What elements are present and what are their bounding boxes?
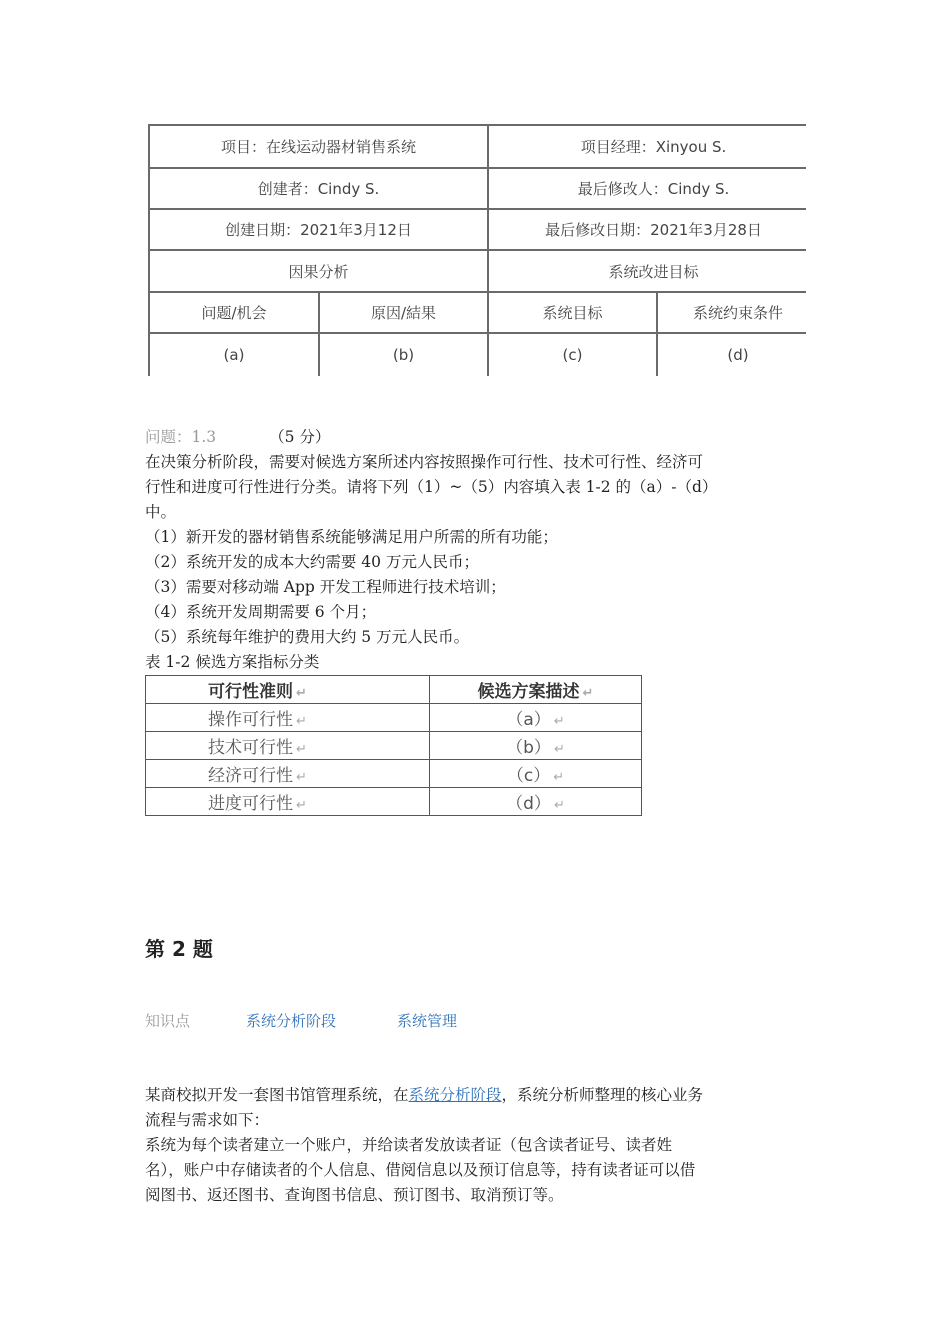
created-date-cell: 创建日期：2021年3月12日 (149, 209, 488, 250)
col-goal: 系统目标 (488, 292, 657, 333)
knowledge-tag-management[interactable]: 系统管理 (397, 1012, 458, 1030)
section-heading: 第 2 题 (145, 937, 213, 961)
question-line-3: 中。 (145, 503, 177, 521)
header-criteria: 可行性准则 ↵ (146, 676, 430, 704)
header-description: 候选方案描述 ↵ (430, 676, 642, 704)
table-row: 技术可行性 ↵ （b） ↵ (146, 732, 642, 760)
col-problem: 问题/机会 (149, 292, 319, 333)
table-header-row (146, 676, 642, 704)
project-table (148, 124, 806, 376)
project-table-image (148, 124, 806, 376)
table-row: 进度可行性 ↵ （d） ↵ (146, 788, 642, 816)
para1-line1: 某商校拟开发一套图书馆管理系统，在系统分析阶段，系统分析师整理的核心业务 (145, 1086, 704, 1104)
para2-line1: 系统为每个读者建立一个账户，并给读者发放读者证（包含读者证号、读者姓 (145, 1136, 673, 1154)
project-manager-cell: 项目经理：Xinyou S. (488, 125, 806, 168)
creator-cell: 创建者：Cindy S. (149, 168, 488, 209)
feasibility-table (145, 675, 642, 816)
cell-c: (c) (488, 333, 657, 376)
cell-b: (b) (319, 333, 488, 376)
knowledge-point-label: 知识点 (145, 1012, 191, 1030)
analysis-stage-link[interactable]: 系统分析阶段 (408, 1086, 502, 1104)
para2-line2: 名），账户中存储读者的个人信息、借阅信息以及预订信息等，持有读者证可以借 (145, 1161, 696, 1179)
table-row: 操作可行性 ↵ （a） ↵ (146, 704, 642, 732)
modified-date-cell: 最后修改日期：2021年3月28日 (488, 209, 806, 250)
table-caption: 表 1-2 候选方案指标分类 (145, 653, 320, 671)
col-cause: 原因/結果 (319, 292, 488, 333)
question-label-line (145, 425, 330, 450)
question-line-1: 在决策分析阶段，需要对候选方案所述内容按照操作可行性、技术可行性、经济可 (145, 453, 704, 471)
question-label: 问题：1.3 (145, 428, 217, 446)
para1-line2: 流程与需求如下： (145, 1111, 270, 1129)
question-item-3: （3）需要对移动端 App 开发工程师进行技术培训； (145, 578, 506, 596)
knowledge-tag-analysis[interactable]: 系统分析阶段 (246, 1012, 337, 1030)
project-name-cell: 项目：在线运动器材销售系统 (149, 125, 488, 168)
cause-effect-cell: 因果分析 (149, 250, 488, 292)
question-score: （5 分） (269, 428, 331, 446)
cell-a: (a) (149, 333, 319, 376)
question-item-4: （4）系统开发周期需要 6 个月； (145, 603, 377, 621)
question-item-2: （2）系统开发的成本大约需要 40 万元人民币； (145, 553, 479, 571)
para2-line3: 阅图书、返还图书、查询图书信息、预订图书、取消预订等。 (145, 1186, 564, 1204)
col-constraint: 系统约束条件 (657, 292, 806, 333)
cell-d: (d) (657, 333, 806, 376)
question-item-1: （1）新开发的器材销售系统能够满足用户所需的所有功能； (145, 528, 558, 546)
improvement-cell: 系统改进目标 (488, 250, 806, 292)
modifier-cell: 最后修改人：Cindy S. (488, 168, 806, 209)
question-line-2: 行性和进度可行性进行分类。请将下列（1）~（5）内容填入表 1-2 的（a）-（d） (145, 478, 718, 496)
table-row: 经济可行性 ↵ （c） ↵ (146, 760, 642, 788)
question-item-5: （5）系统每年维护的费用大约 5 万元人民币。 (145, 628, 470, 646)
